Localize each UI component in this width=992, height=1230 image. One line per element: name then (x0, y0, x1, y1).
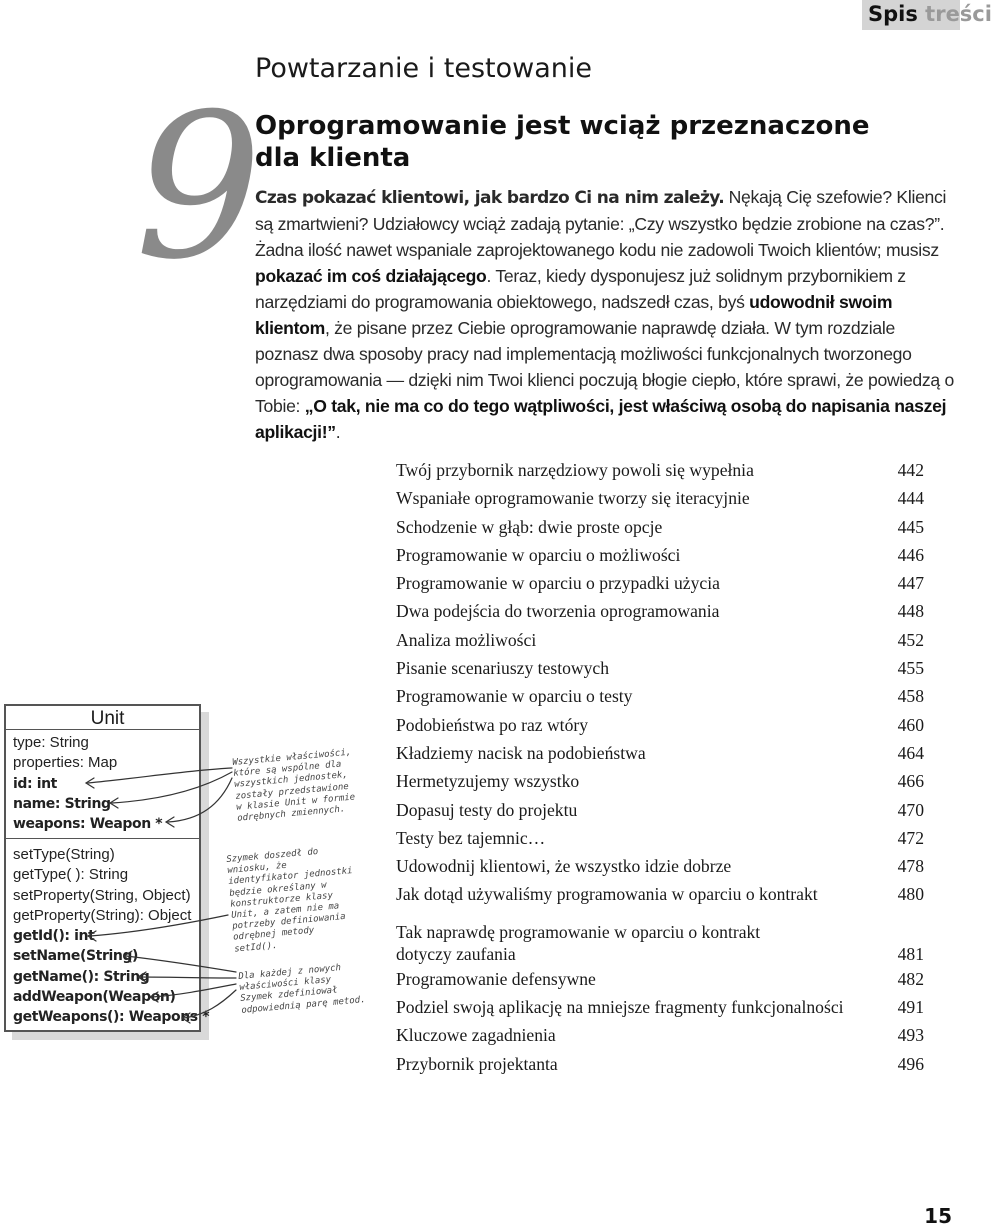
section-header-tab (862, 0, 992, 30)
intro-text-4: . (335, 422, 341, 442)
uml-class-name: Unit (6, 706, 199, 730)
toc-entry[interactable] (396, 1021, 924, 1049)
toc-entry[interactable] (396, 597, 924, 625)
table-of-contents (396, 456, 924, 1078)
toc-entry-page: 445 (897, 516, 924, 537)
toc-entry-title: Programowanie defensywne (396, 968, 596, 989)
toc-entry-page: 458 (897, 686, 924, 707)
uml-attribute: type: String (13, 734, 89, 751)
toc-entry[interactable] (396, 541, 924, 569)
toc-entry[interactable] (396, 569, 924, 597)
toc-entry-title: Dwa podejścia do tworzenia oprogramowania (396, 601, 720, 622)
intro-text-2: . Teraz, kiedy dysponujesz już solidnym przybornikiem z narzędziami do programowania obiektowego, nadszedł czas, byś (255, 266, 906, 312)
toc-entry[interactable] (396, 682, 924, 710)
annotation-note: Dla każdej z nowych właściwości klasy Szymek zdefiniował odpowiednią parę metod. (238, 963, 366, 1016)
toc-entry-page: 452 (897, 629, 924, 650)
toc-entry-page: 464 (897, 742, 924, 763)
toc-entry[interactable] (396, 993, 924, 1021)
toc-entry-page: 482 (897, 968, 924, 989)
annotation-note: Szymek doszedł do wniosku, że identyfikator jednostki będzie określany w konstruktorze klasy Unit, a zatem nie ma potrzeby definiowania odrębnej metody setId(). (226, 846, 353, 955)
toc-entry[interactable] (396, 880, 924, 908)
toc-entry-page: 447 (897, 573, 924, 594)
toc-entry-page: 491 (897, 997, 924, 1018)
page-number: 15 (924, 1204, 952, 1228)
toc-entry-page: 493 (897, 1025, 924, 1046)
toc-entry-title: Testy bez tajemnic… (396, 827, 546, 848)
toc-entry-title: Programowanie w oparciu o możliwości (396, 544, 681, 565)
toc-entry-title: Udowodnij klientowi, że wszystko idzie dobrze (396, 856, 732, 877)
uml-operation: getId(): int (13, 928, 95, 945)
chapter-number: 9 (135, 71, 263, 304)
uml-attribute: name: String (13, 795, 111, 812)
toc-entry-page: 478 (897, 856, 924, 877)
intro-bold-3: „O tak, nie ma co do tego wątpliwości, jest właściwą osobą do napisania naszej aplikacji!” (255, 396, 947, 442)
intro-lead: Czas pokazać klientowi, jak bardzo Ci na nim zależy. (255, 188, 725, 208)
chapter-title: Powtarzanie i testowanie (255, 53, 592, 84)
toc-entry-page: 496 (897, 1053, 924, 1074)
uml-operation: setProperty(String, Object) (13, 886, 191, 904)
uml-operations (6, 839, 210, 1028)
intro-text-3: , że pisane przez Ciebie oprogramowanie naprawdę działa. W tym rozdziale poznasz dwa sposoby pracy nad implementacją możliwości funkcjonalnych tworzonego oprogramowania — dzięki nim Twoi klienci poczują błogie ciepło, które sprawi, że powiedzą o Tobie: (255, 318, 954, 416)
uml-operation: getProperty(String): Object (13, 906, 192, 924)
toc-entry[interactable] (396, 456, 924, 484)
toc-entry[interactable] (396, 739, 924, 767)
toc-entry-page: 470 (897, 799, 924, 820)
toc-entry[interactable] (396, 909, 924, 965)
toc-entry[interactable] (396, 513, 924, 541)
chapter-heading: Oprogramowanie jest wciąż przeznaczone dla klienta (255, 111, 870, 173)
toc-entry-title: Tak naprawdę programowanie w oparciu o kontrakt dotyczy zaufania (396, 921, 761, 964)
toc-entry-page: 455 (897, 658, 924, 679)
toc-entry-title: Podziel swoją aplikację na mniejsze fragmenty funkcjonalności (396, 997, 844, 1018)
toc-entry[interactable] (396, 767, 924, 795)
toc-entry-title: Programowanie w oparciu o testy (396, 686, 633, 707)
annotation-note: Wszystkie właściwości, które są wspólne dla wszystkich jednostek, zostały przedstawione w klasie Unit w formie odrębnych zmiennych. (232, 747, 356, 824)
toc-entry-page: 460 (897, 714, 924, 735)
toc-entry-title: Wspaniałe oprogramowanie tworzy się iteracyjnie (396, 488, 750, 509)
uml-attribute: properties: Map (13, 754, 118, 772)
uml-attributes (6, 730, 199, 839)
intro-paragraph (255, 184, 957, 445)
toc-entry-title: Hermetyzujemy wszystko (396, 771, 580, 792)
intro-text-1: Nękają Cię szefowie? Klienci są zmartwieni? Udziałowcy wciąż zadają pytanie: „Czy wszystko będzie zrobione na czas?”. Żadna ilość nawet wspaniale zaprojektowanego kodu nie zadowoli Twoich klientów; musisz (255, 187, 947, 260)
toc-entry-title: Analiza możliwości (396, 629, 537, 650)
toc-entry[interactable] (396, 824, 924, 852)
toc-entry-title: Pisanie scenariuszy testowych (396, 658, 610, 679)
intro-bold-1: pokazać im coś działającego (255, 266, 487, 286)
toc-entry-page: 480 (897, 884, 924, 905)
uml-operation: getName(): String (13, 968, 150, 985)
uml-operation: addWeapon(Weapon) (13, 989, 176, 1006)
uml-class-diagram (4, 704, 210, 1032)
uml-operation: setName(String) (13, 948, 139, 965)
toc-entry-title: Programowanie w oparciu o przypadki użycia (396, 573, 720, 594)
uml-operation: getType( ): String (13, 866, 129, 884)
toc-entry[interactable] (396, 711, 924, 739)
toc-entry[interactable] (396, 796, 924, 824)
toc-entry[interactable] (396, 484, 924, 512)
toc-entry[interactable] (396, 965, 924, 993)
toc-entry[interactable] (396, 852, 924, 880)
toc-entry-title: Schodzenie w głąb: dwie proste opcje (396, 516, 663, 537)
intro-bold-2: udowodnił swoim klientom (255, 292, 893, 338)
toc-entry-page: 481 (897, 943, 924, 964)
uml-attribute: weapons: Weapon * (13, 816, 163, 833)
toc-entry-title: Podobieństwa po raz wtóry (396, 714, 589, 735)
toc-entry-title: Przybornik projektanta (396, 1053, 558, 1074)
toc-entry-title: Kładziemy nacisk na podobieństwa (396, 742, 646, 763)
toc-entry[interactable] (396, 1050, 924, 1078)
toc-entry-title: Jak dotąd używaliśmy programowania w oparciu o kontrakt (396, 884, 818, 905)
toc-entry-page: 472 (897, 827, 924, 848)
uml-attribute: id: int (13, 775, 57, 792)
header-word-1: Spis (868, 2, 918, 26)
toc-entry-title: Dopasuj testy do projektu (396, 799, 578, 820)
toc-entry-page: 444 (897, 488, 924, 509)
toc-entry-page: 466 (897, 771, 924, 792)
uml-operation: getWeapons(): Weapons * (13, 1009, 210, 1026)
toc-entry-page: 442 (897, 460, 924, 480)
toc-entry-title: Twój przybornik narzędziowy powoli się wypełnia (396, 460, 754, 480)
toc-entry[interactable] (396, 654, 924, 682)
toc-entry-page: 448 (897, 601, 924, 622)
toc-entry[interactable] (396, 626, 924, 654)
toc-entry-page: 446 (897, 544, 924, 565)
header-word-2: treści (925, 2, 992, 26)
uml-operation: setType(String) (13, 846, 115, 863)
toc-entry-title: Kluczowe zagadnienia (396, 1025, 556, 1046)
